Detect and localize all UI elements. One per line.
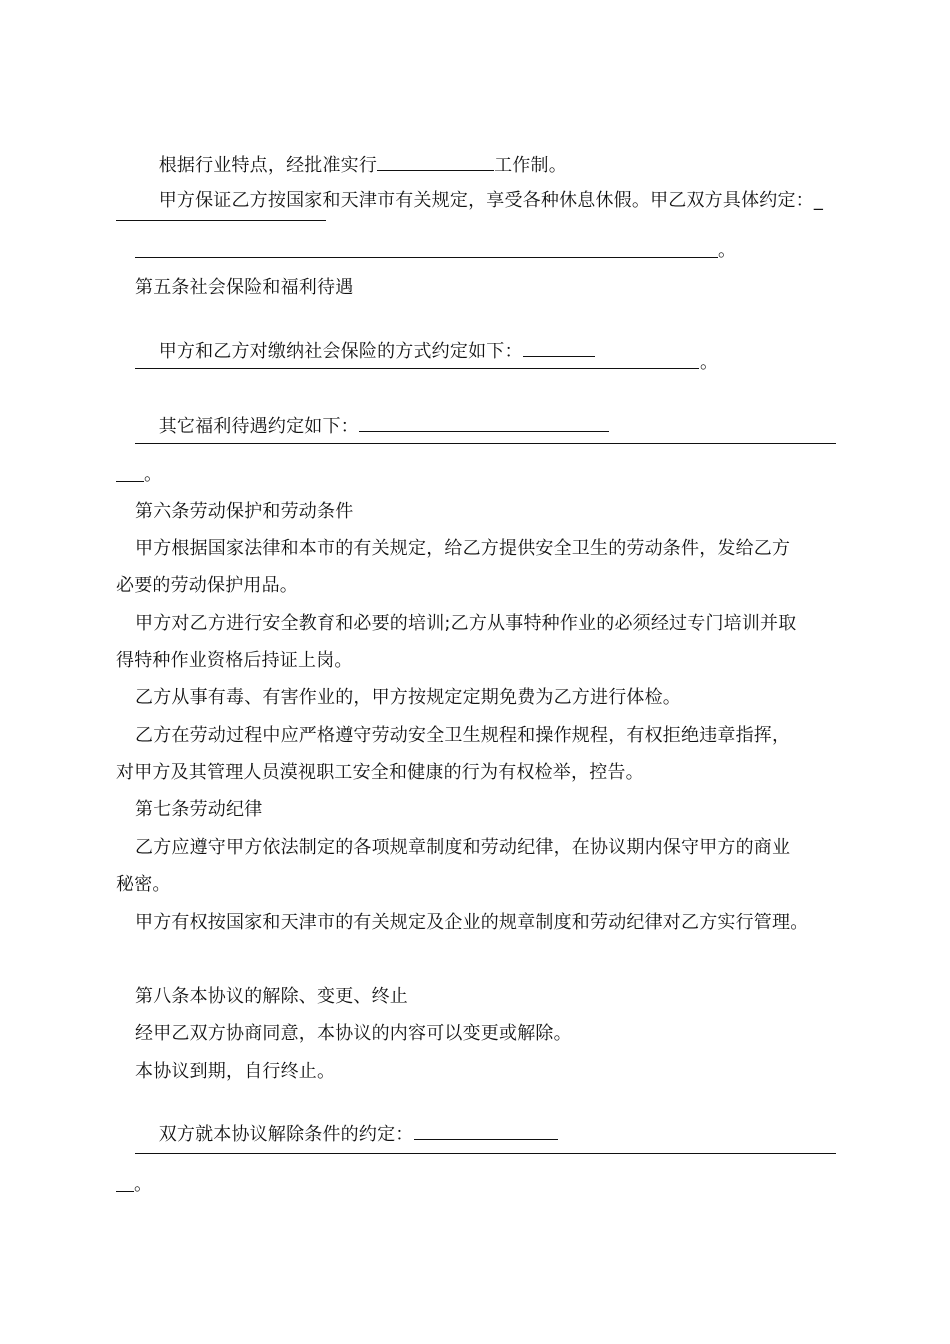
article-6-para-1b: 必要的劳动保护用品。 [116, 575, 298, 596]
article-6-para-4b: 对甲方及其管理人员漠视职工安全和健康的行为有权检举，控告。 [116, 762, 644, 783]
termination-conditions-blank-continuation[interactable] [116, 1191, 134, 1192]
other-benefits-blank[interactable] [359, 413, 609, 432]
termination-conditions-text: 双方就本协议解除条件的约定： [158, 1124, 414, 1145]
leave-blank-line[interactable] [135, 257, 718, 258]
article-7-title: 第七条劳动纪律 [135, 799, 263, 820]
article-6-para-1a: 甲方根据国家法律和本市的有关规定，给乙方提供安全卫生的劳动条件，发给乙方 [135, 538, 791, 559]
social-insurance-line [135, 314, 595, 388]
article-8-para-1: 经甲乙双方协商同意，本协议的内容可以变更或解除。 [135, 1023, 572, 1044]
other-benefits-text: 其它福利待遇约定如下： [158, 416, 359, 437]
working-hours-text-end: 工作制。 [494, 155, 567, 176]
other-benefits-blank-continuation[interactable] [116, 481, 144, 482]
leave-blank-continuation[interactable] [116, 220, 326, 221]
article-7-para-1b: 秘密。 [116, 874, 171, 895]
leave-clause-line [135, 165, 823, 237]
article-7-para-2: 甲方有权按国家和天津市的有关规定及企业的规章制度和劳动纪律对乙方实行管理。 [135, 912, 809, 933]
other-benefits-line [135, 389, 609, 463]
article-6-para-4a: 乙方在劳动过程中应严格遵守劳动安全卫生规程和操作规程，有权拒绝违章指挥， [135, 725, 791, 746]
article-6-para-2a: 甲方对乙方进行安全教育和必要的培训;乙方从事特种作业的必须经过专门培训并取 [135, 613, 797, 634]
article-6-title: 第六条劳动保护和劳动条件 [135, 501, 354, 522]
other-benefits-period: 。 [144, 464, 162, 485]
social-insurance-text: 甲方和乙方对缴纳社会保险的方式约定如下： [158, 341, 523, 362]
social-insurance-blank-line[interactable] [135, 368, 699, 369]
article-6-para-2b: 得特种作业资格后持证上岗。 [116, 650, 353, 671]
article-5-title: 第五条社会保险和福利待遇 [135, 277, 354, 298]
termination-conditions-blank[interactable] [414, 1121, 558, 1140]
article-6-para-3: 乙方从事有毒、有害作业的，甲方按规定定期免费为乙方进行体检。 [135, 687, 681, 708]
termination-conditions-line [135, 1097, 558, 1171]
leave-clause-text: 甲方保证乙方按国家和天津市有关规定，享受各种休息休假。甲乙双方具体约定：_ [158, 190, 824, 211]
social-insurance-period: 。 [700, 352, 718, 373]
termination-conditions-period: 。 [134, 1174, 152, 1195]
other-benefits-blank-line[interactable] [135, 443, 836, 444]
leave-blank-period: 。 [718, 240, 736, 261]
article-8-para-2: 本协议到期，自行终止。 [135, 1061, 336, 1082]
termination-conditions-blank-line[interactable] [135, 1153, 836, 1154]
article-7-para-1a: 乙方应遵守甲方依法制定的各项规章制度和劳动纪律，在协议期内保守甲方的商业 [135, 837, 791, 858]
social-insurance-blank[interactable] [523, 338, 595, 357]
article-8-title: 第八条本协议的解除、变更、终止 [135, 986, 408, 1007]
working-hours-text: 根据行业特点，经批准实行 [158, 155, 378, 176]
